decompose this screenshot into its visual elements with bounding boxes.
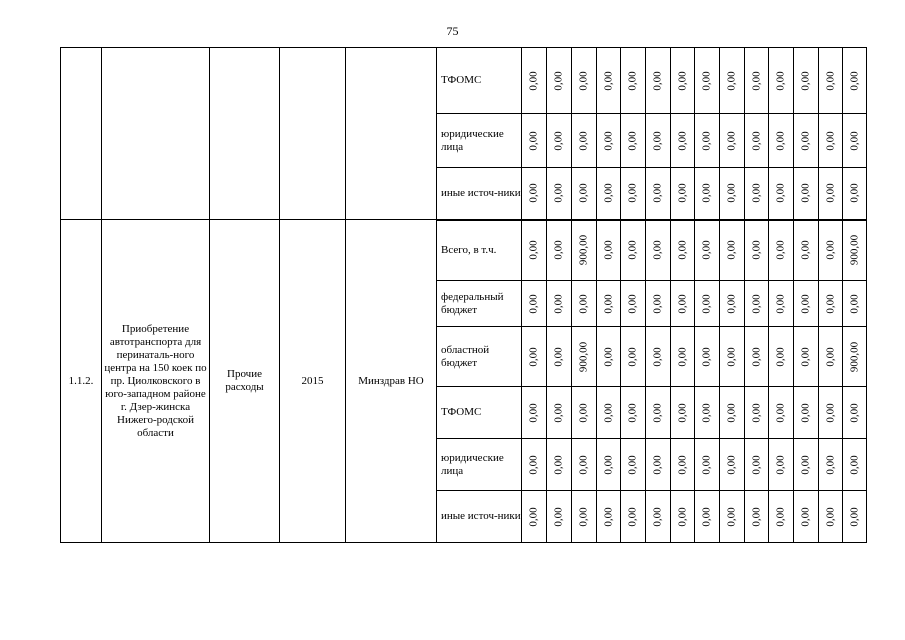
value-cell [572, 281, 597, 327]
value-cell [671, 439, 695, 491]
value-cell [621, 48, 646, 114]
value-text: 0,00 [824, 346, 836, 367]
item-executor: Минздрав НО [346, 220, 437, 543]
value-cell [794, 168, 819, 220]
value-cell [597, 281, 621, 327]
value-cell [794, 114, 819, 168]
value-cell [646, 439, 671, 491]
value-cell [720, 387, 745, 439]
value-text: 0,00 [527, 240, 540, 260]
value-text: 900,00 [848, 235, 860, 266]
value-text: 0,00 [626, 346, 639, 367]
value-text: 0,00 [774, 402, 787, 423]
funding-table [60, 47, 867, 543]
value-cell [621, 168, 646, 220]
value-cell [769, 439, 794, 491]
value-cell [695, 114, 720, 168]
item-number: 1.1.2. [61, 220, 102, 543]
value-text: 0,00 [527, 130, 540, 151]
value-cell [745, 168, 769, 220]
value-text: 0,00 [651, 346, 664, 367]
value-cell [621, 114, 646, 168]
value-text: 0,00 [700, 454, 713, 475]
value-cell [769, 48, 794, 114]
value-text: 0,00 [799, 130, 812, 151]
value-text: 0,00 [774, 454, 787, 475]
value-text: 0,00 [676, 130, 688, 151]
value-cell [671, 220, 695, 281]
value-cell [745, 327, 769, 387]
value-cell [547, 327, 572, 387]
source-label: ТФОМС [437, 387, 522, 439]
value-cell [621, 491, 646, 543]
value-cell [819, 387, 843, 439]
value-text: 0,00 [848, 70, 860, 91]
value-cell [794, 327, 819, 387]
value-cell [621, 281, 646, 327]
value-text: 0,00 [552, 402, 565, 423]
expense-type-cell [210, 48, 280, 220]
value-cell [794, 387, 819, 439]
value-text: 0,00 [602, 402, 614, 423]
value-cell [794, 491, 819, 543]
value-cell [769, 114, 794, 168]
value-text: 0,00 [725, 130, 738, 151]
value-cell [646, 281, 671, 327]
value-text: 0,00 [602, 183, 614, 203]
value-text: 0,00 [577, 70, 590, 91]
value-cell [522, 387, 547, 439]
table-row [61, 220, 867, 281]
value-text: 0,00 [774, 506, 787, 527]
value-cell [522, 114, 547, 168]
value-cell [646, 327, 671, 387]
value-cell [547, 48, 572, 114]
value-cell [646, 114, 671, 168]
value-cell [597, 387, 621, 439]
value-cell [843, 220, 867, 281]
value-text: 0,00 [700, 130, 713, 151]
value-text: 0,00 [725, 240, 738, 260]
source-label: иные источ-ники [437, 491, 522, 543]
value-text: 0,00 [602, 293, 614, 314]
value-cell [720, 439, 745, 491]
value-text: 0,00 [824, 402, 836, 423]
value-text: 0,00 [799, 240, 812, 260]
value-cell [522, 220, 547, 281]
value-cell [695, 220, 720, 281]
value-text: 0,00 [824, 183, 836, 203]
value-cell [745, 281, 769, 327]
value-text: 0,00 [626, 130, 639, 151]
source-label: иные источ-ники [437, 168, 522, 220]
value-cell [769, 281, 794, 327]
value-text: 0,00 [700, 506, 713, 527]
value-cell [671, 48, 695, 114]
value-text: 0,00 [676, 506, 688, 527]
value-cell [720, 327, 745, 387]
value-cell [671, 491, 695, 543]
value-text: 0,00 [824, 506, 836, 527]
source-label: федеральный бюджет [437, 281, 522, 327]
value-text: 900,00 [848, 341, 860, 372]
value-text: 0,00 [799, 70, 812, 91]
value-cell [646, 387, 671, 439]
value-text: 0,00 [626, 240, 639, 260]
value-cell [547, 387, 572, 439]
value-cell [597, 439, 621, 491]
value-cell [671, 327, 695, 387]
value-text: 0,00 [725, 402, 738, 423]
value-cell [597, 220, 621, 281]
value-cell [572, 491, 597, 543]
value-text: 0,00 [750, 240, 762, 260]
value-text: 0,00 [725, 506, 738, 527]
value-text: 0,00 [848, 183, 860, 203]
value-text: 0,00 [676, 454, 688, 475]
value-cell [695, 387, 720, 439]
value-cell [547, 114, 572, 168]
value-cell [547, 439, 572, 491]
value-cell [745, 220, 769, 281]
value-cell [621, 220, 646, 281]
value-cell [572, 168, 597, 220]
value-text: 0,00 [824, 454, 836, 475]
value-text: 0,00 [700, 402, 713, 423]
value-cell [843, 168, 867, 220]
value-text: 0,00 [848, 506, 860, 527]
value-text: 0,00 [700, 240, 713, 260]
value-text: 0,00 [799, 293, 812, 314]
value-cell [745, 114, 769, 168]
value-cell [646, 48, 671, 114]
value-cell [547, 168, 572, 220]
value-text: 0,00 [799, 183, 812, 203]
value-text: 0,00 [725, 346, 738, 367]
value-text: 0,00 [676, 183, 688, 203]
value-text: 0,00 [577, 183, 590, 203]
value-text: 0,00 [577, 506, 590, 527]
value-text: 0,00 [527, 183, 540, 203]
value-text: 0,00 [651, 402, 664, 423]
value-cell [843, 439, 867, 491]
item-name: Приобретение автотранспорта для перинаталь-ного центра на 150 коек по пр. Циолковского в юго-западном районе г. Дзер-жинска Нижего-родской области [102, 220, 210, 543]
value-cell [769, 491, 794, 543]
item-expense-type: Прочие расходы [210, 220, 280, 543]
value-cell [572, 114, 597, 168]
value-cell [597, 114, 621, 168]
value-text: 0,00 [527, 402, 540, 423]
value-text: 0,00 [651, 293, 664, 314]
value-text: 0,00 [577, 130, 590, 151]
value-text: 0,00 [774, 130, 787, 151]
value-cell [819, 48, 843, 114]
value-cell [819, 491, 843, 543]
page-number: 75 [446, 24, 459, 38]
value-cell [720, 491, 745, 543]
item-year: 2015 [280, 220, 346, 543]
value-cell [695, 439, 720, 491]
value-text: 0,00 [750, 183, 762, 203]
value-cell [547, 281, 572, 327]
value-text: 0,00 [651, 506, 664, 527]
value-cell [646, 491, 671, 543]
value-text: 0,00 [799, 402, 812, 423]
value-cell [819, 327, 843, 387]
value-text: 0,00 [676, 240, 688, 260]
value-cell [522, 491, 547, 543]
value-cell [720, 168, 745, 220]
value-cell [769, 387, 794, 439]
value-cell [621, 327, 646, 387]
source-label: юридические лица [437, 439, 522, 491]
value-text: 0,00 [602, 70, 614, 91]
value-text: 0,00 [602, 240, 614, 260]
value-cell [720, 114, 745, 168]
value-cell [819, 281, 843, 327]
value-text: 0,00 [651, 454, 664, 475]
value-text: 0,00 [750, 293, 762, 314]
value-text: 0,00 [651, 240, 664, 260]
value-cell [695, 491, 720, 543]
value-text: 0,00 [602, 506, 614, 527]
value-cell [819, 168, 843, 220]
value-text: 0,00 [799, 454, 812, 475]
value-text: 0,00 [848, 402, 860, 423]
value-text: 0,00 [651, 183, 664, 203]
value-text: 0,00 [824, 240, 836, 260]
value-cell [597, 168, 621, 220]
value-cell [843, 327, 867, 387]
value-text: 0,00 [700, 70, 713, 91]
value-cell [671, 281, 695, 327]
value-cell [597, 491, 621, 543]
value-cell [843, 387, 867, 439]
value-text: 0,00 [700, 293, 713, 314]
value-text: 0,00 [626, 506, 639, 527]
value-text: 0,00 [626, 70, 639, 91]
value-cell [572, 48, 597, 114]
value-text: 900,00 [577, 235, 590, 266]
value-cell [522, 439, 547, 491]
value-cell [621, 439, 646, 491]
value-cell [819, 220, 843, 281]
value-text: 0,00 [700, 346, 713, 367]
value-text: 0,00 [676, 70, 688, 91]
value-cell [547, 491, 572, 543]
value-text: 0,00 [527, 70, 540, 91]
value-cell [720, 48, 745, 114]
value-cell [843, 281, 867, 327]
source-label: областной бюджет [437, 327, 522, 387]
value-text: 0,00 [527, 346, 540, 367]
value-text: 0,00 [799, 346, 812, 367]
value-text: 0,00 [527, 454, 540, 475]
value-text: 0,00 [552, 346, 565, 367]
value-text: 0,00 [725, 183, 738, 203]
number-cell [61, 48, 102, 220]
value-text: 0,00 [700, 183, 713, 203]
value-cell [769, 220, 794, 281]
value-cell [597, 327, 621, 387]
value-text: 0,00 [774, 183, 787, 203]
value-cell [769, 168, 794, 220]
value-text: 0,00 [774, 70, 787, 91]
value-text: 900,00 [577, 341, 590, 372]
value-cell [794, 48, 819, 114]
value-text: 0,00 [552, 70, 565, 91]
value-text: 0,00 [750, 130, 762, 151]
value-cell [819, 439, 843, 491]
value-text: 0,00 [774, 240, 787, 260]
value-text: 0,00 [651, 70, 664, 91]
value-cell [794, 281, 819, 327]
value-text: 0,00 [527, 506, 540, 527]
value-cell [745, 48, 769, 114]
value-text: 0,00 [577, 293, 590, 314]
value-cell [621, 387, 646, 439]
value-cell [769, 327, 794, 387]
value-cell [720, 220, 745, 281]
value-cell [522, 281, 547, 327]
value-text: 0,00 [799, 506, 812, 527]
value-cell [745, 439, 769, 491]
value-text: 0,00 [577, 454, 590, 475]
value-text: 0,00 [626, 183, 639, 203]
source-label: ТФОМС [437, 48, 522, 114]
value-cell [794, 439, 819, 491]
value-cell [522, 48, 547, 114]
value-text: 0,00 [848, 130, 860, 151]
value-cell [671, 387, 695, 439]
value-cell [745, 491, 769, 543]
value-cell [597, 48, 621, 114]
source-label: юридические лица [437, 114, 522, 168]
value-cell [572, 387, 597, 439]
value-cell [819, 114, 843, 168]
value-cell [646, 168, 671, 220]
value-text: 0,00 [552, 240, 565, 260]
value-text: 0,00 [824, 293, 836, 314]
value-text: 0,00 [676, 293, 688, 314]
value-text: 0,00 [750, 346, 762, 367]
value-cell [572, 220, 597, 281]
value-cell [646, 220, 671, 281]
source-label: Всего, в т.ч. [437, 220, 522, 281]
value-cell [522, 168, 547, 220]
value-cell [572, 439, 597, 491]
value-text: 0,00 [527, 293, 540, 314]
value-text: 0,00 [552, 293, 565, 314]
value-text: 0,00 [725, 454, 738, 475]
value-cell [695, 48, 720, 114]
value-text: 0,00 [626, 402, 639, 423]
value-text: 0,00 [774, 293, 787, 314]
value-text: 0,00 [602, 454, 614, 475]
value-text: 0,00 [848, 454, 860, 475]
value-text: 0,00 [750, 506, 762, 527]
table-row [61, 48, 867, 114]
value-text: 0,00 [676, 402, 688, 423]
value-text: 0,00 [552, 130, 565, 151]
value-cell [547, 220, 572, 281]
value-cell [843, 48, 867, 114]
value-cell [794, 220, 819, 281]
value-text: 0,00 [577, 402, 590, 423]
value-text: 0,00 [848, 293, 860, 314]
value-cell [671, 168, 695, 220]
value-text: 0,00 [824, 70, 836, 91]
value-text: 0,00 [750, 454, 762, 475]
value-text: 0,00 [651, 130, 664, 151]
value-text: 0,00 [602, 346, 614, 367]
value-text: 0,00 [552, 454, 565, 475]
value-text: 0,00 [552, 183, 565, 203]
year-cell [280, 48, 346, 220]
value-cell [843, 491, 867, 543]
value-cell [695, 327, 720, 387]
value-cell [843, 114, 867, 168]
value-cell [671, 114, 695, 168]
value-cell [522, 327, 547, 387]
value-cell [695, 168, 720, 220]
value-text: 0,00 [725, 293, 738, 314]
name-cell [102, 48, 210, 220]
value-cell [695, 281, 720, 327]
value-text: 0,00 [626, 293, 639, 314]
value-text: 0,00 [552, 506, 565, 527]
value-text: 0,00 [750, 402, 762, 423]
value-cell [572, 327, 597, 387]
value-text: 0,00 [774, 346, 787, 367]
value-text: 0,00 [824, 130, 836, 151]
value-text: 0,00 [602, 130, 614, 151]
executor-cell [346, 48, 437, 220]
value-text: 0,00 [750, 70, 762, 91]
value-text: 0,00 [676, 346, 688, 367]
value-text: 0,00 [626, 454, 639, 475]
value-text: 0,00 [725, 70, 738, 91]
value-cell [745, 387, 769, 439]
value-cell [720, 281, 745, 327]
